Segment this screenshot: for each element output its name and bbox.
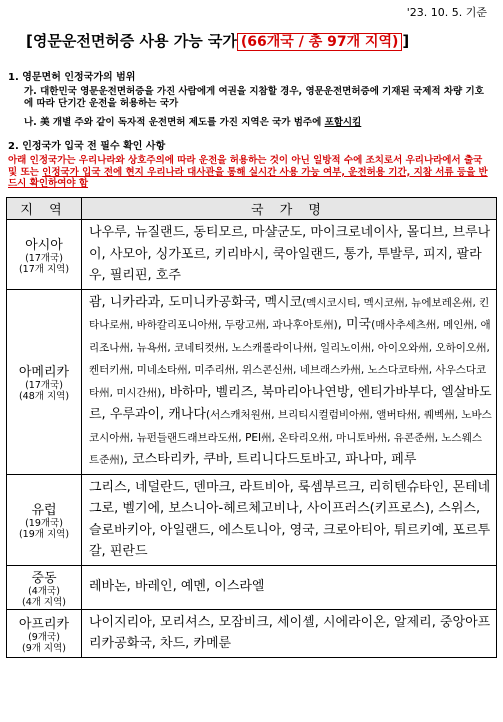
region-cell-europe: 유럽 (19개국) (19개 지역) xyxy=(7,474,82,565)
country-list-africa: 나이지리아, 모리셔스, 모잠비크, 세이셸, 시에라이온, 알제리, 중앙아프리카공화국, 차드, 카메룬 xyxy=(82,609,497,657)
header-region: 지 역 xyxy=(7,198,82,220)
section-1-heading: 1. 영문면허 인정국가의 범위 xyxy=(8,72,136,83)
country-list-middle-east: 레바논, 바레인, 예멘, 이스라엘 xyxy=(82,565,497,609)
section-1-item-na: 나. 美 개별 주와 같이 독자적 운전면허 제도를 가진 지역은 국가 범주에 포함시킴 xyxy=(24,117,362,128)
section-2-heading: 2. 인정국가 입국 전 필수 확인 사항 xyxy=(8,141,166,152)
title-main: 영문운전면허증 사용 가능 국가 xyxy=(32,32,237,50)
warning-notice: 아래 인정국가는 우리나라와 상호주의에 따라 운전을 허용하는 것이 아닌 일방적 수에 조치로서 우리나라에서 출국 및 또는 인정국가 입국 전에 현지 우리나라 대사관을 통해 실시간 사용 가능 여부, 운전허용 기간, 지참 서류 등을 반드시 확인하여야 함 xyxy=(8,155,488,189)
header-country: 국 가 명 xyxy=(82,198,497,220)
table-row xyxy=(7,220,497,290)
region-cell-middle-east: 중동 (4개국) (4개 지역) xyxy=(7,565,82,609)
country-list-asia: 나우루, 뉴질랜드, 동티모르, 마샬군도, 마이크로네이사, 몰디브, 브루나이, 사모아, 싱가포르, 키리바시, 쿡아일랜드, 통가, 투발루, 피지, 팔라우, 필리핀, 호주 xyxy=(82,220,497,290)
country-list-europe: 그리스, 네덜란드, 덴마크, 라트비아, 룩셈부르크, 리히텐슈타인, 몬테네그로, 벨기에, 보스니아-헤르체고비나, 사이프러스(키프로스), 스위스, 슬로바키아, 아일랜드, 에스토니아, 영국, 크로아티아, 튀르키예, 포르투갈, 핀란드 xyxy=(82,474,497,565)
table-row xyxy=(7,474,497,565)
region-cell-asia: 아시아 (17개국) (17개 지역) xyxy=(7,220,82,290)
table-row xyxy=(7,609,497,657)
table-header-row xyxy=(7,198,497,220)
table-row xyxy=(7,289,497,474)
section-1-item-ga: 가. 대한민국 영문운전면허증을 가진 사람에게 여권을 지참할 경우, 영문운전면허증에 기재된 국제적 차량 기호에 따라 단기간 운전을 허용하는 국가 xyxy=(24,86,484,109)
page-title: [영문운전면허증 사용 가능 국가 (66개국 / 총 97개 지역) ] xyxy=(26,32,410,50)
region-cell-americas: 아메리카 (17개국) (48개 지역) xyxy=(7,289,82,474)
region-cell-africa: 아프리카 (9개국) (9개 지역) xyxy=(7,609,82,657)
title-count-badge: (66개국 / 총 97개 지역) xyxy=(237,33,403,51)
reference-date: '23. 10. 5. 기준 xyxy=(406,6,487,19)
country-table xyxy=(6,197,497,658)
country-list-americas: 괌, 니카라과, 도미니카공화국, 멕시코(멕시코시티, 멕시코州, 뉴에보레온州, 킨타나로州, 바하칼리포니아州, 두랑고州, 과나후아토州), 미국(매사추세츠州, 메인州, 애리조나州, 뉴욕州, 코네티컷州, 노스캐롤라이나州, 일리노이州, 아이오와州, 오하이오州, 켄터키州, 미네소타州, 미주리州, 위스콘신州, 네브래스카州, 노스다코타州, 사우스다코타州, 미시간州), 바하마, 벨리즈, 북마리아나연방, 엔티가바부다, 엘살바도르, 우루과이, 캐나다(서스캐처원州, 브리티시컬럼비아州, 앨버타州, 퀘벡州, 노바스코시아州, 뉴펀들랜드래브라도州, PEI州, 온타리오州, 마니토바州, 유콘준州, 노스웨스트준州), 코스타리카, 쿠바, 트리니다드토바고, 파나마, 페루 xyxy=(82,289,497,474)
table-row xyxy=(7,565,497,609)
